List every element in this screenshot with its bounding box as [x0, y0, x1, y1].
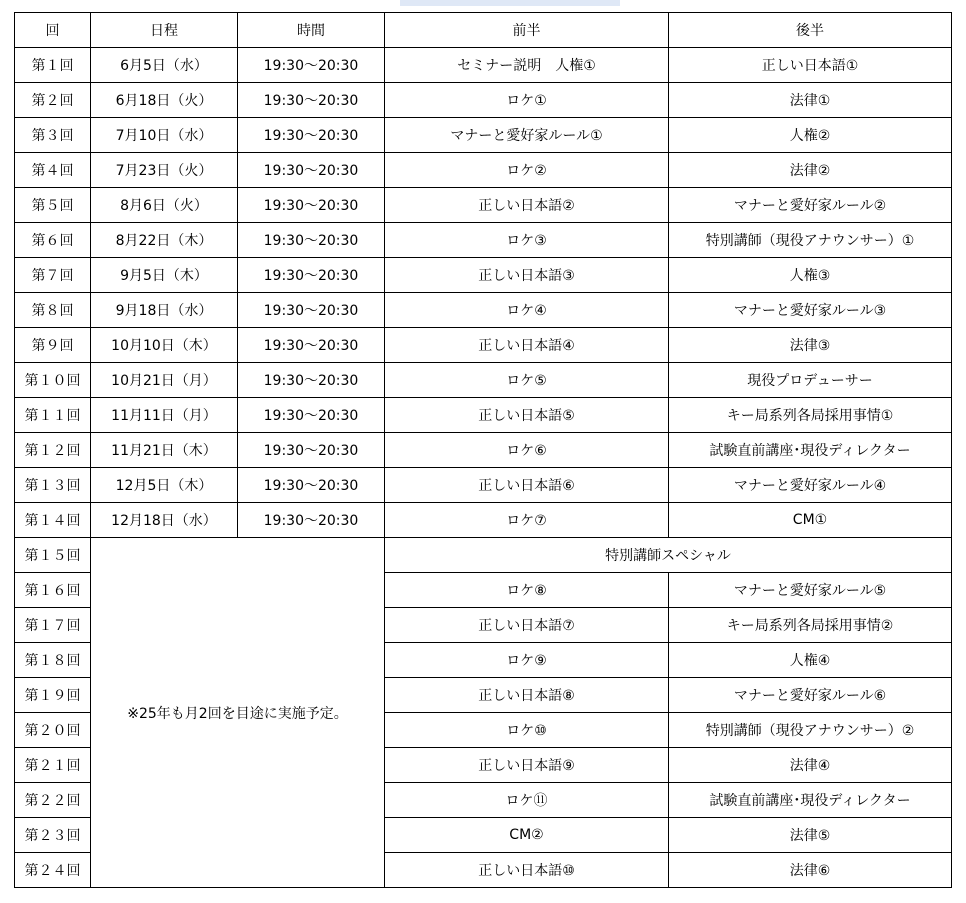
table-row: [15, 258, 952, 293]
date-cell: 7月10日（水）: [91, 118, 238, 153]
date-cell: 8月6日（火）: [91, 188, 238, 223]
round-cell: 第１７回: [15, 608, 91, 643]
table-row: [15, 363, 952, 398]
header-round: 回: [15, 13, 91, 48]
time-cell: 19:30～20:30: [238, 433, 385, 468]
round-cell: 第８回: [15, 293, 91, 328]
second-half-cell: 人権③: [669, 258, 952, 293]
time-cell: 19:30～20:30: [238, 118, 385, 153]
round-cell: 第４回: [15, 153, 91, 188]
round-cell: 第１６回: [15, 573, 91, 608]
first-half-cell: CM②: [385, 818, 669, 853]
date-cell: 9月18日（水）: [91, 293, 238, 328]
date-cell: 11月11日（月）: [91, 398, 238, 433]
date-cell: 10月21日（月）: [91, 363, 238, 398]
second-half-cell: マナーと愛好家ルール②: [669, 188, 952, 223]
first-half-cell: ロケ④: [385, 293, 669, 328]
first-half-cell: 正しい日本語⑩: [385, 853, 669, 888]
date-cell: 6月5日（水）: [91, 48, 238, 83]
second-half-cell: マナーと愛好家ルール④: [669, 468, 952, 503]
first-half-cell: マナーと愛好家ルール①: [385, 118, 669, 153]
time-cell: 19:30～20:30: [238, 503, 385, 538]
time-cell: 19:30～20:30: [238, 468, 385, 503]
second-half-cell: 人権④: [669, 643, 952, 678]
schedule-note-cell: ※25年も月2回を目途に実施予定。: [91, 538, 385, 888]
first-half-cell: ロケ⑧: [385, 573, 669, 608]
first-half-cell: ロケ⑦: [385, 503, 669, 538]
second-half-cell: 試験直前講座･現役ディレクター: [669, 433, 952, 468]
second-half-cell: キー局系列各局採用事情②: [669, 608, 952, 643]
second-half-cell: 特別講師（現役アナウンサー）②: [669, 713, 952, 748]
second-half-cell: 法律③: [669, 328, 952, 363]
second-half-cell: マナーと愛好家ルール⑥: [669, 678, 952, 713]
time-cell: 19:30～20:30: [238, 398, 385, 433]
header-first-half: 前半: [385, 13, 669, 48]
first-half-cell: ロケ⑨: [385, 643, 669, 678]
table-row: [15, 153, 952, 188]
first-half-cell: 正しい日本語⑦: [385, 608, 669, 643]
second-half-cell: マナーと愛好家ルール⑤: [669, 573, 952, 608]
round-cell: 第１２回: [15, 433, 91, 468]
time-cell: 19:30～20:30: [238, 188, 385, 223]
round-cell: 第１０回: [15, 363, 91, 398]
first-half-cell: 正しい日本語⑧: [385, 678, 669, 713]
round-cell: 第２１回: [15, 748, 91, 783]
date-cell: 8月22日（木）: [91, 223, 238, 258]
second-half-cell: 法律②: [669, 153, 952, 188]
first-half-cell: 正しい日本語④: [385, 328, 669, 363]
table-row: [15, 83, 952, 118]
table-row: [15, 433, 952, 468]
first-half-cell: 正しい日本語⑤: [385, 398, 669, 433]
first-half-cell: ロケ⑥: [385, 433, 669, 468]
time-cell: 19:30～20:30: [238, 328, 385, 363]
schedule-table: [14, 12, 952, 888]
time-cell: 19:30～20:30: [238, 293, 385, 328]
first-half-cell: 正しい日本語②: [385, 188, 669, 223]
round-cell: 第１１回: [15, 398, 91, 433]
top-decorative-strip: [400, 0, 620, 6]
first-half-cell: ロケ⑪: [385, 783, 669, 818]
table-row: [15, 223, 952, 258]
round-cell: 第５回: [15, 188, 91, 223]
first-half-cell: 正しい日本語③: [385, 258, 669, 293]
second-half-cell: 人権②: [669, 118, 952, 153]
second-half-cell: 現役プロデューサー: [669, 363, 952, 398]
header-date: 日程: [91, 13, 238, 48]
round-cell: 第１５回: [15, 538, 91, 573]
header-time: 時間: [238, 13, 385, 48]
table-row: [15, 118, 952, 153]
round-cell: 第１４回: [15, 503, 91, 538]
round-cell: 第２回: [15, 83, 91, 118]
second-half-cell: マナーと愛好家ルール③: [669, 293, 952, 328]
round-cell: 第６回: [15, 223, 91, 258]
table-row: [15, 48, 952, 83]
time-cell: 19:30～20:30: [238, 363, 385, 398]
round-cell: 第１３回: [15, 468, 91, 503]
second-half-cell: 法律①: [669, 83, 952, 118]
round-cell: 第９回: [15, 328, 91, 363]
first-half-cell: ロケ②: [385, 153, 669, 188]
date-cell: 6月18日（火）: [91, 83, 238, 118]
first-half-cell: ロケ③: [385, 223, 669, 258]
special-lecture-cell: 特別講師スペシャル: [385, 538, 952, 573]
header-row: [15, 13, 952, 48]
round-cell: 第１８回: [15, 643, 91, 678]
first-half-cell: 正しい日本語⑥: [385, 468, 669, 503]
time-cell: 19:30～20:30: [238, 83, 385, 118]
date-cell: 9月5日（木）: [91, 258, 238, 293]
round-cell: 第１９回: [15, 678, 91, 713]
first-half-cell: セミナー説明 人権①: [385, 48, 669, 83]
second-half-cell: CM①: [669, 503, 952, 538]
second-half-cell: 特別講師（現役アナウンサー）①: [669, 223, 952, 258]
table-row: [15, 538, 952, 573]
first-half-cell: ロケ⑤: [385, 363, 669, 398]
header-second-half: 後半: [669, 13, 952, 48]
table-row: [15, 328, 952, 363]
round-cell: 第２３回: [15, 818, 91, 853]
table-row: [15, 293, 952, 328]
date-cell: 12月18日（水）: [91, 503, 238, 538]
date-cell: 12月5日（木）: [91, 468, 238, 503]
time-cell: 19:30～20:30: [238, 258, 385, 293]
table-row: [15, 468, 952, 503]
first-half-cell: ロケ⑩: [385, 713, 669, 748]
second-half-cell: 試験直前講座･現役ディレクター: [669, 783, 952, 818]
table-row: [15, 503, 952, 538]
round-cell: 第３回: [15, 118, 91, 153]
date-cell: 10月10日（木）: [91, 328, 238, 363]
first-half-cell: ロケ①: [385, 83, 669, 118]
second-half-cell: 正しい日本語①: [669, 48, 952, 83]
table-row: [15, 398, 952, 433]
time-cell: 19:30～20:30: [238, 48, 385, 83]
round-cell: 第７回: [15, 258, 91, 293]
second-half-cell: 法律④: [669, 748, 952, 783]
table-row: [15, 188, 952, 223]
second-half-cell: 法律⑤: [669, 818, 952, 853]
second-half-cell: キー局系列各局採用事情①: [669, 398, 952, 433]
second-half-cell: 法律⑥: [669, 853, 952, 888]
round-cell: 第１回: [15, 48, 91, 83]
date-cell: 11月21日（木）: [91, 433, 238, 468]
round-cell: 第２２回: [15, 783, 91, 818]
time-cell: 19:30～20:30: [238, 153, 385, 188]
first-half-cell: 正しい日本語⑨: [385, 748, 669, 783]
date-cell: 7月23日（火）: [91, 153, 238, 188]
round-cell: 第２４回: [15, 853, 91, 888]
round-cell: 第２０回: [15, 713, 91, 748]
time-cell: 19:30～20:30: [238, 223, 385, 258]
